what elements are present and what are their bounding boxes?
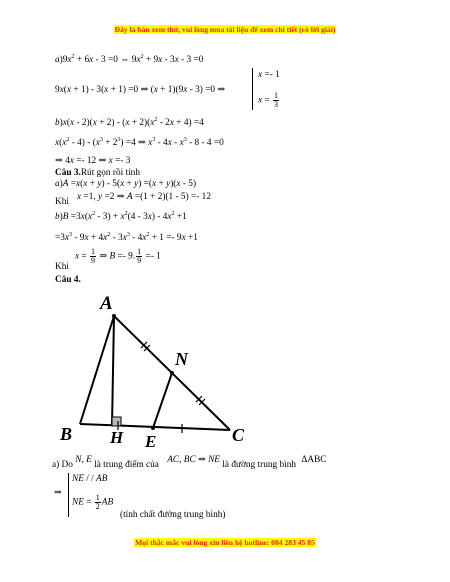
side-ab	[80, 316, 114, 424]
part-a-solution-1: x =- 1	[258, 70, 280, 80]
part-b-expansion: $x(x^2 - 4) - (x^3 + 2^3) =4$ ⇒ $x^3 - 4x - x^3 - 8 - 4 =0$	[55, 137, 224, 148]
preview-banner-text: Đây là bản xem thử, vui lòng mua tài liệu để xem chi tiết (có lời giải)	[114, 25, 336, 34]
c4a-system-1: NE / / AB	[72, 474, 108, 484]
part-a-factor: 9x(x + 1) - 3(x + 1) =0 ⇒ (x + 1)(9x - 3) =0 ⇒	[55, 85, 226, 95]
c4a-statement	[52, 455, 327, 471]
part-b-equation: $b)x(x - 2)(x + 2) - (x + 2)(x^2 - 2x + 4) =4$	[55, 117, 204, 128]
c3b-khi-text: Khi	[55, 262, 69, 272]
segment-ne	[153, 373, 172, 428]
c3b-expansion: $=3x^3 - 9x + 4x^2 - 3x^3 - 4x^2 + 1 =- 9x +1$	[55, 232, 198, 243]
c4a-note: (tính chất đường trung bình)	[120, 510, 226, 520]
cau3-title: Câu 3.	[55, 168, 81, 178]
c4a-midline-text: là đường trung bình	[222, 460, 297, 470]
cau3-text: Rút gọn rồi tính	[80, 168, 140, 178]
c4a-sides: AC, BC ⇒ NE	[167, 455, 220, 465]
hotline-banner-text: Mọi thắc mắc vui lòng xin liên hệ hotline: 084 283 45 85	[135, 538, 315, 547]
part-a-solution-2: x = $\frac{1}{3}$	[258, 91, 279, 109]
c4a-prefix: a) Do	[52, 460, 73, 470]
c3a-evaluation: x =1, y =2 ⇒ A =(1 + 2)(1 - 5) =- 12	[77, 192, 211, 202]
part-a-equation: $a)9x^2 + 6x - 3 =0$ ⇔ $9x^2 + 9x - 3x - 3 =0$	[55, 54, 204, 65]
right-angle-mark	[112, 417, 121, 426]
altitude-ah	[112, 316, 114, 426]
label-h: H	[110, 428, 124, 447]
c4a-points: N, E	[75, 455, 92, 465]
c4a-triangle: ΔABC	[301, 455, 327, 465]
point-a	[112, 314, 116, 318]
part-b-result: ⇒ 4x =- 12 ⇒ x =- 3	[55, 156, 131, 166]
c3a-expression: a)A =x(x + y) - 5(x + y) =(x + y)(x - 5)	[55, 179, 197, 189]
c4a-system-bracket	[68, 473, 69, 517]
point-n	[170, 371, 174, 375]
label-c: C	[232, 425, 245, 445]
label-e: E	[145, 432, 157, 451]
hotline-banner	[0, 538, 450, 547]
point-e	[151, 426, 155, 430]
c3b-expression: $b)B =3x(x^2 - 3) + x^2(4 - 3x) - 4x^2 +1$	[55, 211, 187, 222]
label-b: B	[60, 424, 73, 444]
c4a-implies: ⇒	[54, 488, 62, 498]
label-n: N	[175, 349, 188, 369]
label-a: A	[100, 293, 113, 314]
cau4-title: Câu 4.	[55, 275, 81, 285]
c3b-evaluation: x = $\frac{1}{9}$ ⇒ B =- 9. $\frac{1}{9}$ =- 1	[75, 247, 161, 265]
c4a-mid-text: là trung điểm của	[94, 460, 159, 470]
c3a-khi-text: Khi	[55, 197, 69, 207]
c4a-system-2: NE = $\frac{1}{2}$ AB	[72, 493, 114, 511]
